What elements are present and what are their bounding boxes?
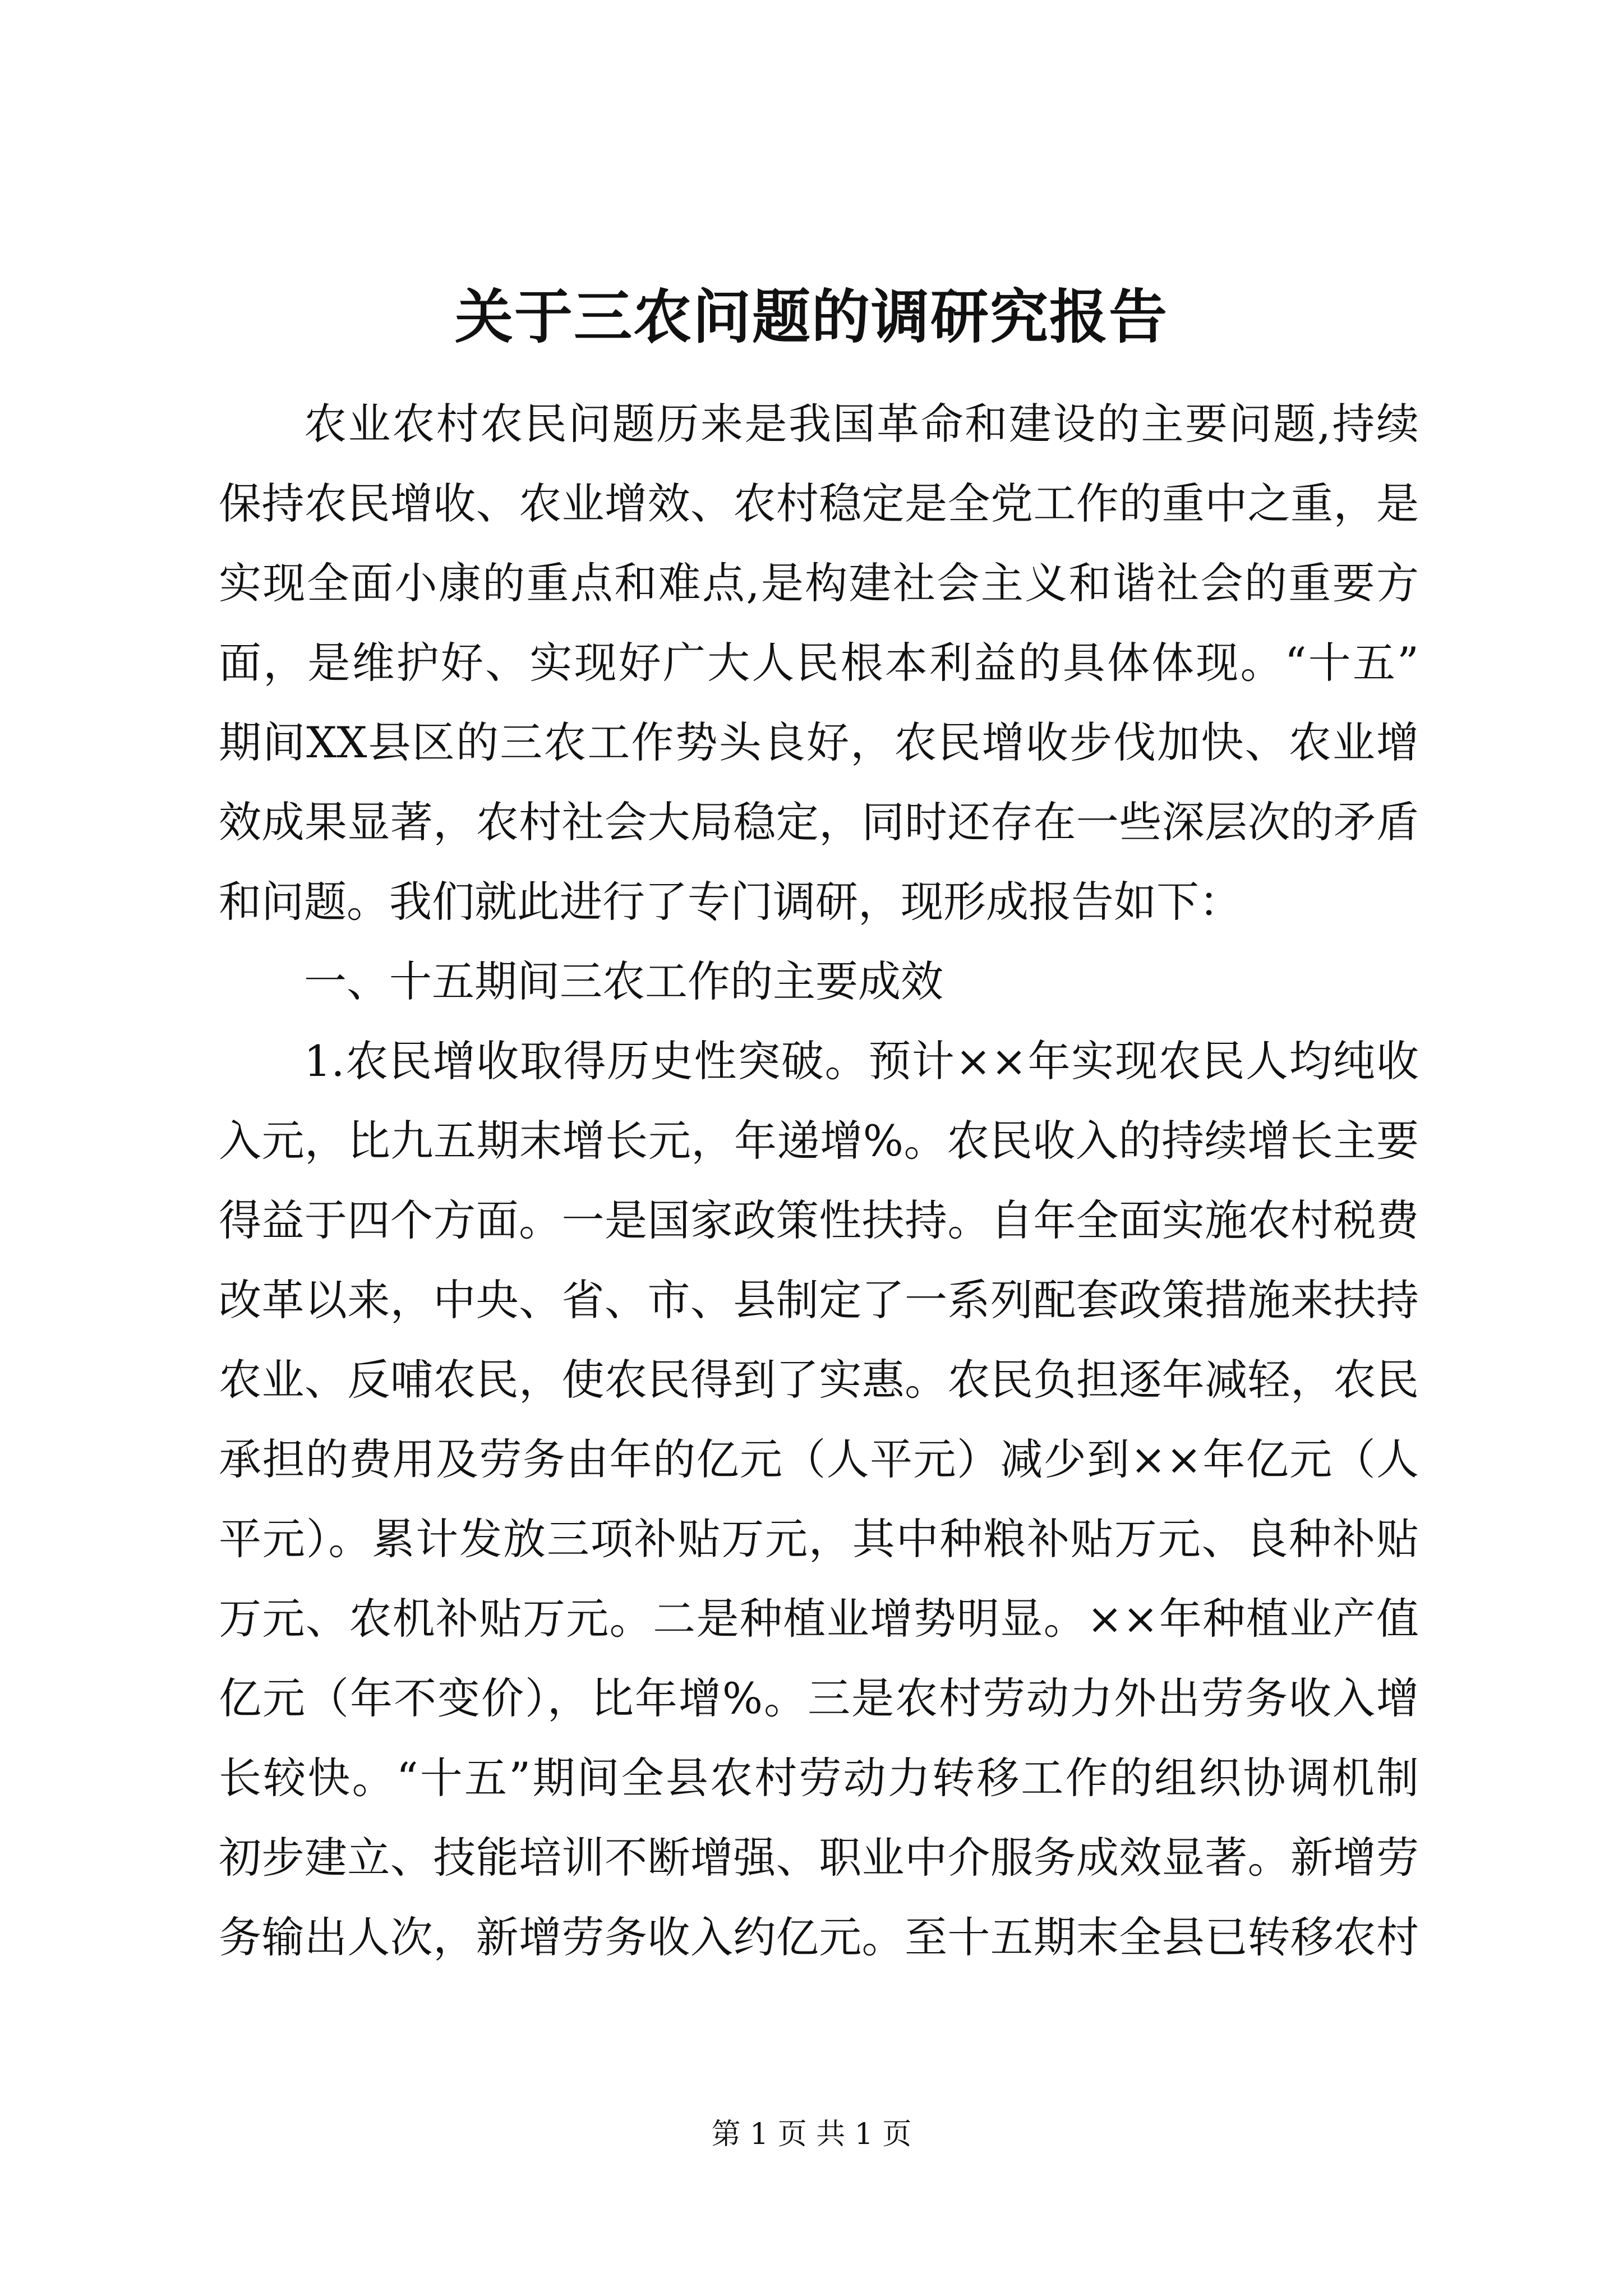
- text-line: 农业农村农民问题历来是我国革命和建设的主要问题,持续: [304, 399, 1419, 449]
- document-title: 关于三农问题的调研究报告: [454, 282, 1168, 351]
- text-line: 改革以来，中央、省、市、县制定了一系列配套政策措施来扶持: [219, 1275, 1419, 1325]
- page-footer: 第 1 页 共 1 页: [711, 2118, 912, 2151]
- text-line: 期间XX县区的三农工作势头良好，农民增收步伐加快、农业增: [219, 717, 1419, 767]
- text-line: 保持农民增收、农业增效、农村稳定是全党工作的重中之重，是: [219, 478, 1419, 528]
- text-line: 实现全面小康的重点和难点,是构建社会主义和谐社会的重要方: [219, 558, 1419, 608]
- text-line: 承担的费用及劳务由年的亿元（人平元）减少到××年亿元（人: [219, 1434, 1419, 1484]
- text-line: 入元，比九五期末增长元，年递增%。农民收入的持续增长主要: [219, 1116, 1419, 1166]
- text-line: 平元）。累计发放三项补贴万元，其中种粮补贴万元、良种补贴: [219, 1514, 1419, 1564]
- text-line: 长较快。“十五”期间全县农村劳动力转移工作的组织协调机制: [219, 1753, 1419, 1803]
- text-line: 初步建立、技能培训不断增强、职业中介服务成效显著。新增劳: [219, 1833, 1419, 1883]
- text-line: 万元、农机补贴万元。二是种植业增势明显。××年种植业产值: [219, 1594, 1419, 1644]
- text-line: 得益于四个方面。一是国家政策性扶持。自年全面实施农村税费: [219, 1195, 1419, 1245]
- section-heading: 一、十五期间三农工作的主要成效: [304, 956, 943, 1006]
- text-line: 效成果显著，农村社会大局稳定，同时还存在一些深层次的矛盾: [219, 797, 1419, 847]
- text-line: 和问题。我们就此进行了专门调研，现形成报告如下：: [219, 877, 1242, 927]
- text-line: 务输出人次，新增劳务收入约亿元。至十五期末全县已转移农村: [219, 1912, 1419, 1962]
- text-line: 面，是维护好、实现好广大人民根本利益的具体体现。“十五”: [219, 638, 1419, 688]
- text-line: 亿元（年不变价），比年增%。三是农村劳动力外出劳务收入增: [219, 1673, 1419, 1723]
- text-line: 农业、反哺农民，使农民得到了实惠。农民负担逐年减轻，农民: [219, 1355, 1419, 1405]
- text-line: 1.农民增收取得历史性突破。预计××年实现农民人均纯收: [304, 1036, 1419, 1086]
- document-body: [219, 384, 1419, 1977]
